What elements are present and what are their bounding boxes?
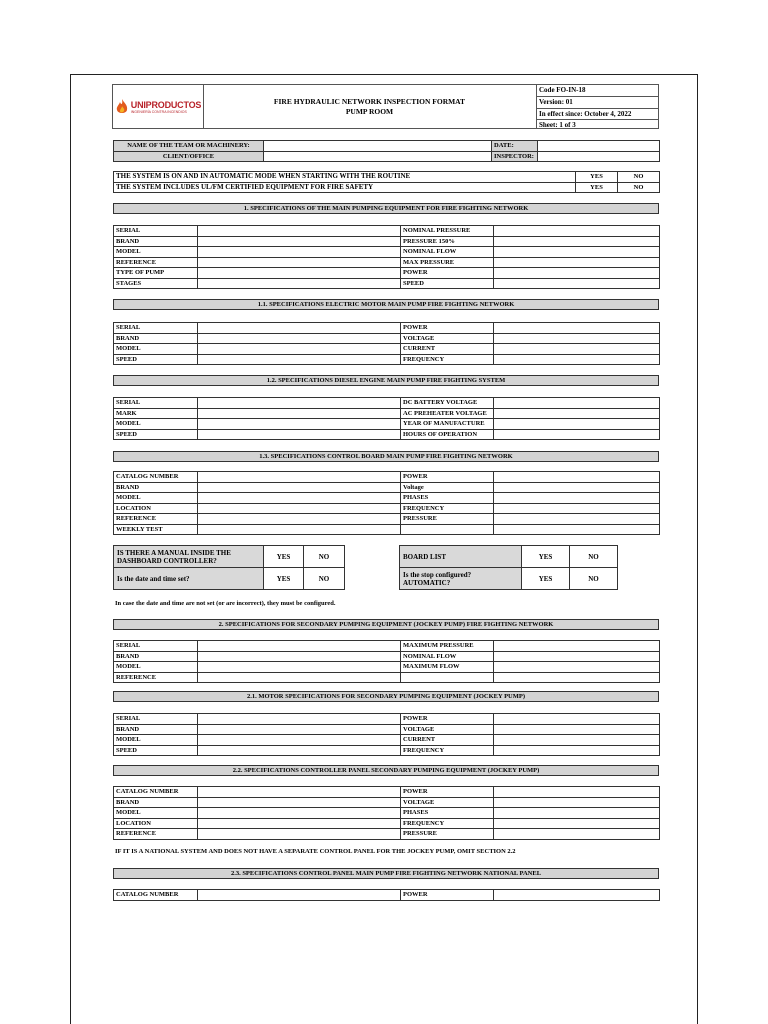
title-line-1: FIRE HYDRAULIC NETWORK INSPECTION FORMAT	[273, 96, 466, 106]
spec-row	[114, 344, 660, 355]
spec-label: WEEKLY TEST	[114, 524, 198, 535]
spec-label: POWER	[401, 268, 494, 279]
spec-row	[114, 514, 660, 525]
spec-value-field[interactable]	[198, 268, 401, 279]
inspector-field[interactable]	[538, 151, 660, 162]
document-sheet: Sheet: 1 of 3	[539, 121, 576, 130]
section-2-table	[113, 640, 660, 683]
spec-label	[401, 672, 494, 683]
spec-value-field[interactable]	[198, 514, 401, 525]
spec-label: FREQUENCY	[401, 818, 494, 829]
spec-row	[114, 236, 660, 247]
spec-label: POWER	[401, 472, 494, 483]
spec-row	[114, 641, 660, 652]
spec-value-field[interactable]	[198, 735, 401, 746]
spec-label: MAXIMUM PRESSURE	[401, 641, 494, 652]
spec-value-field[interactable]	[198, 278, 401, 289]
spec-value-field[interactable]	[494, 482, 660, 493]
spec-value-field[interactable]	[198, 672, 401, 683]
spec-value-field[interactable]	[494, 514, 660, 525]
spec-value-field[interactable]	[198, 890, 401, 901]
spec-label: REFERENCE	[114, 672, 198, 683]
controller-questions-left	[113, 545, 345, 590]
date-field[interactable]	[538, 141, 660, 152]
spec-row	[114, 429, 660, 440]
spec-row	[114, 808, 660, 819]
system-check-text: THE SYSTEM INCLUDES UL/FM CERTIFIED EQUIPMENT FOR FIRE SAFETY	[114, 182, 576, 193]
flame-icon	[115, 99, 129, 115]
spec-row	[114, 419, 660, 430]
spec-value-field[interactable]	[198, 503, 401, 514]
spec-value-field[interactable]	[494, 236, 660, 247]
spec-row	[114, 714, 660, 725]
spec-value-field[interactable]	[198, 493, 401, 504]
spec-value-field[interactable]	[494, 268, 660, 279]
spec-value-field[interactable]	[198, 429, 401, 440]
spec-label: SERIAL	[114, 398, 198, 409]
spec-value-field[interactable]	[198, 808, 401, 819]
spec-label: MODEL	[114, 808, 198, 819]
section-2-1-table	[113, 713, 660, 756]
spec-label: NOMINAL PRESSURE	[401, 226, 494, 237]
spec-label: PRESSURE	[401, 829, 494, 840]
section-2-1-title: 2.1. MOTOR SPECIFICATIONS FOR SECONDARY PUMPING EQUIPMENT (JOCKEY PUMP)	[113, 691, 659, 702]
section-1-title: 1. SPECIFICATIONS OF THE MAIN PUMPING EQUIPMENT FOR FIRE FIGHTING NETWORK	[113, 203, 659, 214]
date-time-note: In case the date and time are not set (or are incorrect), they must be configured.	[115, 600, 336, 607]
spec-label: CATALOG NUMBER	[114, 890, 198, 901]
spec-label: CURRENT	[401, 344, 494, 355]
spec-value-field[interactable]	[494, 818, 660, 829]
no-option[interactable]: NO	[570, 568, 618, 590]
spec-value-field[interactable]	[198, 818, 401, 829]
spec-label: YEAR OF MANUFACTURE	[401, 419, 494, 430]
spec-value-field[interactable]	[198, 344, 401, 355]
spec-value-field[interactable]	[198, 333, 401, 344]
spec-value-field[interactable]	[494, 472, 660, 483]
section-1-1-title: 1.1. SPECIFICATIONS ELECTRIC MOTOR MAIN PUMP FIRE FIGHTING NETWORK	[113, 299, 659, 310]
spec-label: CURRENT	[401, 735, 494, 746]
spec-value-field[interactable]	[494, 672, 660, 683]
spec-value-field[interactable]	[494, 808, 660, 819]
spec-value-field[interactable]	[198, 797, 401, 808]
yes-option[interactable]: YES	[522, 568, 570, 590]
no-option[interactable]: NO	[304, 546, 345, 568]
spec-value-field[interactable]	[494, 503, 660, 514]
spec-label: REFERENCE	[114, 514, 198, 525]
document-header	[112, 84, 659, 129]
spec-label: VOLTAGE	[401, 724, 494, 735]
question-text: IS THERE A MANUAL INSIDE THE DASHBOARD CONTROLLER?	[114, 546, 264, 568]
spec-label: SPEED	[114, 354, 198, 365]
spec-value-field[interactable]	[494, 429, 660, 440]
date-label: DATE:	[492, 141, 538, 152]
spec-label: SERIAL	[114, 641, 198, 652]
yes-option[interactable]: YES	[576, 172, 618, 183]
inspector-label: INSPECTOR:	[492, 151, 538, 162]
spec-value-field[interactable]	[198, 354, 401, 365]
spec-value-field[interactable]	[198, 714, 401, 725]
spec-label: POWER	[401, 714, 494, 725]
spec-row	[114, 524, 660, 535]
spec-value-field[interactable]	[494, 745, 660, 756]
spec-value-field[interactable]	[198, 641, 401, 652]
spec-label: BRAND	[114, 236, 198, 247]
no-option[interactable]: NO	[618, 172, 660, 183]
spec-row	[114, 333, 660, 344]
spec-label: CATALOG NUMBER	[114, 787, 198, 798]
spec-row	[114, 818, 660, 829]
spec-value-field[interactable]	[198, 482, 401, 493]
client-label: CLIENT/OFFICE	[114, 151, 264, 162]
controller-questions-right	[399, 545, 618, 590]
spec-label: MODEL	[114, 247, 198, 258]
spec-value-field[interactable]	[494, 651, 660, 662]
spec-row	[114, 278, 660, 289]
yes-option[interactable]: YES	[264, 546, 304, 568]
national-system-note: IF IT IS A NATIONAL SYSTEM AND DOES NOT HAVE A SEPARATE CONTROL PANEL FOR THE JOCKEY PUMP, OMIT SECTION 2.2	[115, 848, 516, 855]
spec-value-field[interactable]	[198, 247, 401, 258]
spec-row	[114, 472, 660, 483]
spec-label: TYPE OF PUMP	[114, 268, 198, 279]
spec-label: BRAND	[114, 797, 198, 808]
spec-label: LOCATION	[114, 818, 198, 829]
spec-label: FREQUENCY	[401, 745, 494, 756]
system-check-row	[114, 172, 660, 183]
spec-row	[114, 890, 660, 901]
spec-label: PRESSURE	[401, 514, 494, 525]
spec-value-field[interactable]	[198, 662, 401, 673]
spec-value-field[interactable]	[198, 651, 401, 662]
spec-label	[401, 524, 494, 535]
spec-value-field[interactable]	[494, 829, 660, 840]
system-check-row	[114, 182, 660, 193]
section-1-1-table	[113, 322, 660, 365]
spec-label: FREQUENCY	[401, 354, 494, 365]
spec-label: SPEED	[114, 429, 198, 440]
question-text: Is the date and time set?	[114, 568, 264, 590]
spec-value-field[interactable]	[494, 890, 660, 901]
spec-value-field[interactable]	[198, 524, 401, 535]
spec-row	[114, 651, 660, 662]
spec-label: MAXIMUM FLOW	[401, 662, 494, 673]
spec-value-field[interactable]	[494, 735, 660, 746]
spec-row	[114, 503, 660, 514]
spec-value-field[interactable]	[198, 323, 401, 334]
spec-label: REFERENCE	[114, 829, 198, 840]
spec-label: DC BATTERY VOLTAGE	[401, 398, 494, 409]
spec-row	[114, 247, 660, 258]
team-label: NAME OF THE TEAM OR MACHINERY:	[114, 141, 264, 152]
spec-row	[114, 482, 660, 493]
document-meta	[536, 85, 658, 128]
spec-label: SERIAL	[114, 323, 198, 334]
spec-row	[114, 226, 660, 237]
spec-label: MODEL	[114, 493, 198, 504]
spec-value-field[interactable]	[494, 419, 660, 430]
spec-label: AC PREHEATER VOLTAGE	[401, 408, 494, 419]
spec-row	[114, 735, 660, 746]
spec-row	[114, 797, 660, 808]
logo-subtext: INGENIERÍA CONTRA INCENDIOS	[130, 109, 187, 114]
spec-row	[114, 268, 660, 279]
spec-label: POWER	[401, 890, 494, 901]
spec-value-field[interactable]	[494, 257, 660, 268]
spec-label: VOLTAGE	[401, 797, 494, 808]
info-table	[113, 140, 660, 162]
spec-value-field[interactable]	[494, 226, 660, 237]
spec-label: NOMINAL FLOW	[401, 247, 494, 258]
yes-option[interactable]: YES	[264, 568, 304, 590]
section-2-2-table	[113, 786, 660, 840]
spec-value-field[interactable]	[494, 323, 660, 334]
spec-value-field[interactable]	[494, 493, 660, 504]
spec-value-field[interactable]	[494, 354, 660, 365]
spec-row	[114, 398, 660, 409]
spec-row	[114, 787, 660, 798]
yes-option[interactable]: YES	[522, 546, 570, 568]
spec-label: BRAND	[114, 333, 198, 344]
spec-label: Voltage	[401, 482, 494, 493]
spec-value-field[interactable]	[494, 641, 660, 652]
spec-row	[114, 745, 660, 756]
spec-label: BRAND	[114, 482, 198, 493]
spec-value-field[interactable]	[494, 278, 660, 289]
spec-label: BRAND	[114, 724, 198, 735]
spec-row	[114, 257, 660, 268]
spec-value-field[interactable]	[198, 745, 401, 756]
section-2-3-table	[113, 889, 660, 901]
spec-value-field[interactable]	[198, 226, 401, 237]
logo-text: UNIPRODUCTOS	[130, 99, 202, 110]
no-option[interactable]: NO	[570, 546, 618, 568]
spec-value-field[interactable]	[494, 724, 660, 735]
system-checks-table	[113, 171, 660, 193]
spec-label: PRESSURE 150%	[401, 236, 494, 247]
spec-value-field[interactable]	[198, 257, 401, 268]
spec-label: LOCATION	[114, 503, 198, 514]
section-1-3-table	[113, 471, 660, 535]
spec-label: NOMINAL FLOW	[401, 651, 494, 662]
spec-label: STAGES	[114, 278, 198, 289]
spec-label: MODEL	[114, 735, 198, 746]
spec-label: MODEL	[114, 419, 198, 430]
spec-value-field[interactable]	[494, 787, 660, 798]
company-logo	[113, 85, 204, 128]
document-effect-date: In effect since: October 4, 2022	[536, 109, 658, 121]
spec-value-field[interactable]	[198, 419, 401, 430]
spec-label: VOLTAGE	[401, 333, 494, 344]
spec-value-field[interactable]	[494, 247, 660, 258]
spec-label: POWER	[401, 787, 494, 798]
spec-label: PHASES	[401, 808, 494, 819]
spec-value-field[interactable]	[494, 524, 660, 535]
no-option[interactable]: NO	[618, 182, 660, 193]
spec-value-field[interactable]	[198, 398, 401, 409]
spec-value-field[interactable]	[494, 333, 660, 344]
spec-label: BRAND	[114, 651, 198, 662]
spec-label: PHASES	[401, 493, 494, 504]
section-1-2-title: 1.2. SPECIFICATIONS DIESEL ENGINE MAIN PUMP FIRE FIGHTING SYSTEM	[113, 375, 659, 386]
spec-label: SERIAL	[114, 226, 198, 237]
client-field[interactable]	[264, 151, 492, 162]
spec-label: FREQUENCY	[401, 503, 494, 514]
spec-label: MAX PRESSURE	[401, 257, 494, 268]
spec-value-field[interactable]	[494, 662, 660, 673]
spec-row	[114, 323, 660, 334]
spec-row	[114, 354, 660, 365]
section-2-2-title: 2.2. SPECIFICATIONS CONTROLLER PANEL SECONDARY PUMPING EQUIPMENT (JOCKEY PUMP)	[113, 765, 659, 776]
team-field[interactable]	[264, 141, 492, 152]
spec-label: POWER	[401, 323, 494, 334]
section-2-3-title: 2.3. SPECIFICATIONS CONTROL PANEL MAIN PUMP FIRE FIGHTING NETWORK NATIONAL PANEL	[113, 868, 659, 879]
document-code: Code FO-IN-18	[536, 85, 658, 97]
title-line-2: PUMP ROOM	[345, 106, 394, 116]
question-text: BOARD LIST	[400, 546, 522, 568]
spec-value-field[interactable]	[198, 787, 401, 798]
yes-option[interactable]: YES	[576, 182, 618, 193]
spec-label: HOURS OF OPERATION	[401, 429, 494, 440]
spec-value-field[interactable]	[494, 408, 660, 419]
spec-value-field[interactable]	[494, 344, 660, 355]
spec-row	[114, 493, 660, 504]
spec-row	[114, 724, 660, 735]
spec-value-field[interactable]	[198, 724, 401, 735]
spec-row	[114, 662, 660, 673]
spec-value-field[interactable]	[494, 398, 660, 409]
system-check-text: THE SYSTEM IS ON AND IN AUTOMATIC MODE WHEN STARTING WITH THE ROUTINE	[114, 172, 576, 183]
section-2-title: 2. SPECIFICATIONS FOR SECONDARY PUMPING EQUIPMENT (JOCKEY PUMP) FIRE FIGHTING NETWORK	[113, 619, 659, 630]
document-version: Version: 01	[536, 97, 658, 109]
question-text: Is the stop configured? AUTOMATIC?	[400, 568, 522, 590]
section-1-table	[113, 225, 660, 289]
spec-value-field[interactable]	[494, 797, 660, 808]
spec-label: REFERENCE	[114, 257, 198, 268]
section-1-2-table	[113, 397, 660, 440]
spec-row	[114, 408, 660, 419]
spec-label: MARK	[114, 408, 198, 419]
spec-value-field[interactable]	[198, 829, 401, 840]
spec-label: SPEED	[114, 745, 198, 756]
spec-label: SPEED	[401, 278, 494, 289]
spec-row	[114, 672, 660, 683]
spec-value-field[interactable]	[198, 408, 401, 419]
spec-value-field[interactable]	[198, 472, 401, 483]
spec-label: CATALOG NUMBER	[114, 472, 198, 483]
spec-value-field[interactable]	[494, 714, 660, 725]
document-title	[203, 85, 537, 128]
no-option[interactable]: NO	[304, 568, 345, 590]
spec-label: MODEL	[114, 344, 198, 355]
spec-row	[114, 829, 660, 840]
spec-label: SERIAL	[114, 714, 198, 725]
spec-label: MODEL	[114, 662, 198, 673]
section-1-3-title: 1.3. SPECIFICATIONS CONTROL BOARD MAIN PUMP FIRE FIGHTING NETWORK	[113, 451, 659, 462]
spec-value-field[interactable]	[198, 236, 401, 247]
